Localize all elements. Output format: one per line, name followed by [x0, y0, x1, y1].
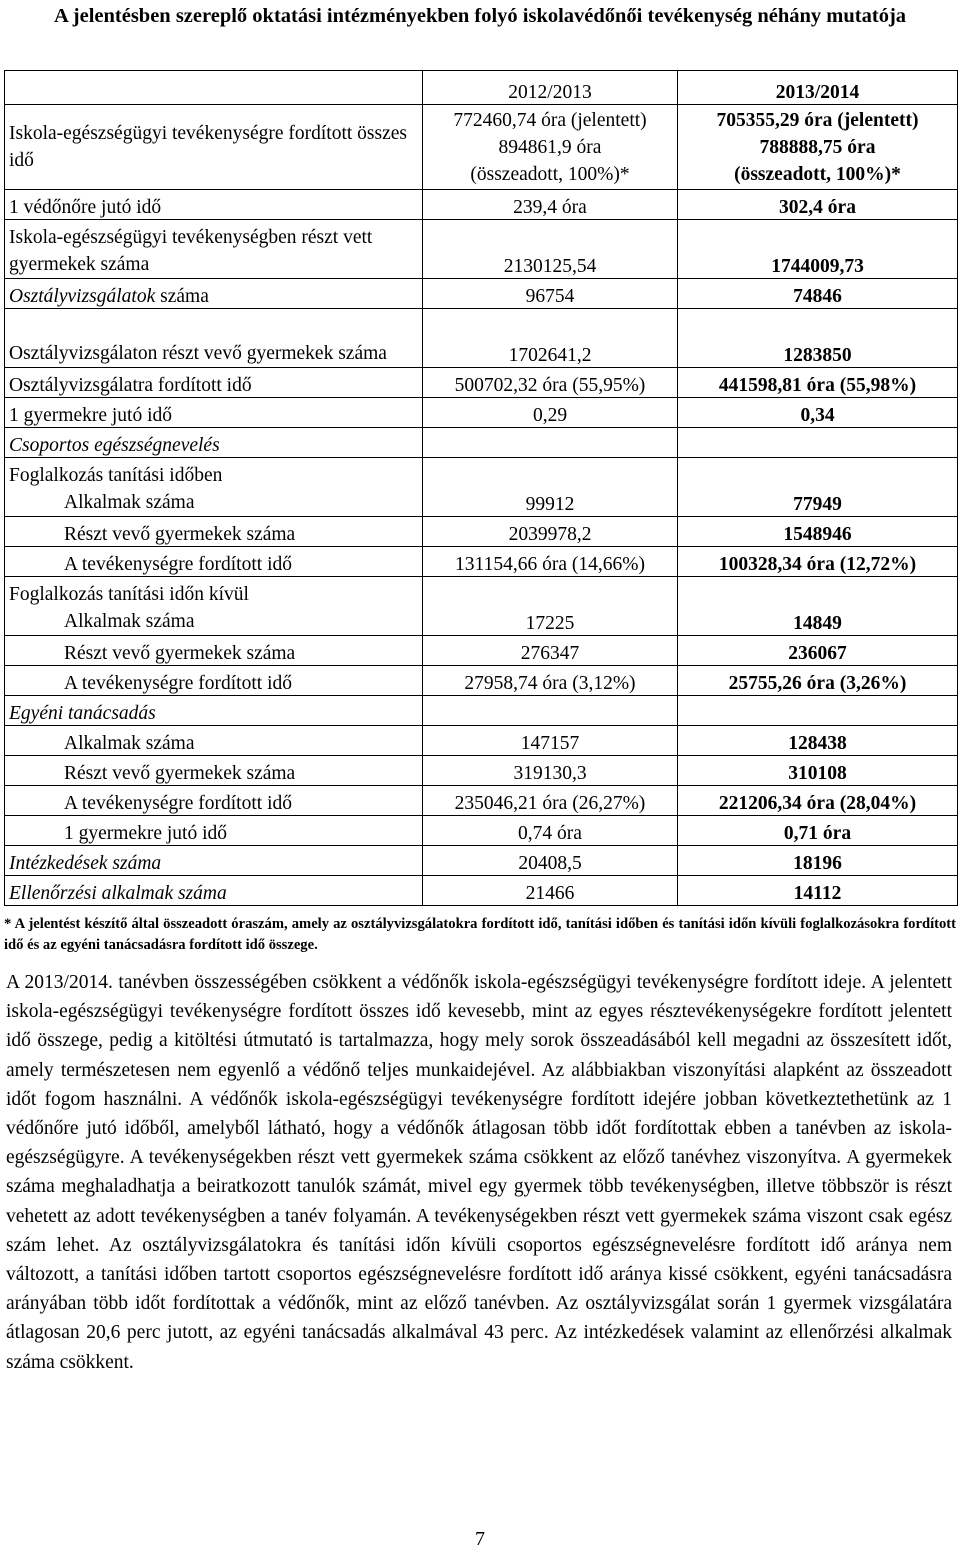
row-label: Intézkedések száma	[5, 846, 423, 876]
header-2012-2013: 2012/2013	[423, 71, 678, 105]
cell-2013: 1548946	[678, 517, 958, 547]
row-label: Alkalmak száma	[5, 726, 423, 756]
cell-2013-line: 705355,29 óra (jelentett)	[716, 109, 919, 131]
cell-2013: 0,34	[678, 398, 958, 428]
table-row	[5, 876, 958, 906]
table-row	[5, 816, 958, 846]
cell-2013: 128438	[678, 726, 958, 756]
row-label	[5, 577, 423, 636]
cell-2013: 25755,26 óra (3,26%)	[678, 666, 958, 696]
table-row	[5, 105, 958, 190]
table-row	[5, 428, 958, 458]
cell-2012: 500702,32 óra (55,95%)	[423, 368, 678, 398]
subsection-label: Foglalkozás tanítási időben	[9, 465, 223, 486]
cell-2012: 235046,21 óra (26,27%)	[423, 786, 678, 816]
cell-2012: 1702641,2	[423, 309, 678, 368]
body-paragraph: A 2013/2014. tanévben összességében csökkent a védőnők iskola-egészségügyi tevékenységre fordított ideje. A jelentett iskola-egészségügyi tevékenységre fordított összes idő kevesebb, mint az egyes résztevékenységekre fordított jelentett idő összege, pedig a kitöltési útmutató is tartalmazza, hogy mely sorok összeadásából kell megadni az összesített időt, amely természetesen nem egyenlő a védőnő teljes munkaidejével. Az alábbiakban viszonyítási alapként az összeadott időt fogom használni. A védőnők iskola-egészségügyi tevékenységre fordított idejére jobban következtethetünk az 1 védőnőre jutó időből, amelyből látható, hogy a védőnők átlagosan több időt fordítottak ebben a tanévben az iskola-egészségügyre. A tevékenységekben részt vett gyermekek száma csökkent az előző tanévhez viszonyítva. A gyermekek száma meghaladhatja a beiratkozott tanulók számát, mivel egy gyermek több tevékenységben, illetve többször is részt vehetett az adott tevékenységben a tanév folyamán. A tevékenységekben részt vett gyermekek száma viszont csak egész szám lehet. Az osztályvizsgálatokra és tanítási időn kívüli csoportos egészségnevelésre fordított idő aránya nem változott, a tanítási időben tartott csoportos egészségnevelésre fordított idő aránya kissé csökkent, egyéni tanácsadásra arányában több időt fordítottak a védőnők, mint az előző tanévben. Az osztályvizsgálat során 1 gyermek vizsgálatára átlagosan 20,6 perc jutott, az egyéni tanácsadás alkalmával 43 perc. Az intézkedések valamint az ellenőrzési alkalmak száma csökkent.	[6, 972, 952, 1373]
cell-2013: 100328,34 óra (12,72%)	[678, 547, 958, 577]
cell-2012-line: 772460,74 óra (jelentett)	[453, 109, 647, 131]
table-row	[5, 696, 958, 726]
cell-2012: 2039978,2	[423, 517, 678, 547]
cell-2012: 147157	[423, 726, 678, 756]
section-label: Egyéni tanácsadás	[5, 696, 423, 726]
table-row	[5, 517, 958, 547]
cell-2012: 96754	[423, 279, 678, 309]
table-row	[5, 547, 958, 577]
indicator-table	[4, 70, 958, 906]
table-row	[5, 666, 958, 696]
cell-2012	[423, 105, 678, 190]
cell-2012	[423, 696, 678, 726]
table-row	[5, 756, 958, 786]
cell-2013-line: (összeadott, 100%)*	[734, 163, 901, 185]
row-label: 1 védőnőre jutó idő	[5, 190, 423, 220]
row-label	[5, 279, 423, 309]
cell-2013: 302,4 óra	[678, 190, 958, 220]
row-label: 1 gyermekre jutó idő	[5, 816, 423, 846]
cell-2013: 0,71 óra	[678, 816, 958, 846]
cell-2013: 310108	[678, 756, 958, 786]
table-row	[5, 279, 958, 309]
row-label: Részt vevő gyermekek száma	[5, 517, 423, 547]
table-row	[5, 309, 958, 368]
cell-2013: 14112	[678, 876, 958, 906]
cell-2012-line: (összeadott, 100%)*	[470, 163, 630, 185]
row-label: Osztályvizsgálaton részt vevő gyermekek száma	[5, 309, 423, 368]
row-label: Ellenőrzési alkalmak száma	[5, 876, 423, 906]
header-cell-empty	[5, 71, 423, 105]
table-row	[5, 398, 958, 428]
row-sublabel: Alkalmak száma	[64, 611, 195, 632]
cell-2012: 2130125,54	[423, 220, 678, 279]
header-2013-2014: 2013/2014	[678, 71, 958, 105]
cell-2013: 1744009,73	[678, 220, 958, 279]
table-footnote: * A jelentést készítő által összeadott óraszám, amely az osztályvizsgálatokra fordított idő, tanítási időben és tanítási időn kívüli foglalkozásokra fordított idő és az egyéni tanácsadásra fordított idő összege.	[4, 916, 956, 953]
cell-2013: 441598,81 óra (55,98%)	[678, 368, 958, 398]
row-label: 1 gyermekre jutó idő	[5, 398, 423, 428]
row-label-rest: száma	[155, 286, 209, 307]
row-label: Iskola-egészségügyi tevékenységben részt vett gyermekek száma	[5, 220, 423, 279]
row-label: Részt vevő gyermekek száma	[5, 756, 423, 786]
cell-2012: 17225	[423, 577, 678, 636]
cell-2012-line: 894861,9 óra	[498, 136, 602, 158]
row-sublabel: Alkalmak száma	[64, 492, 195, 513]
cell-2013: 236067	[678, 636, 958, 666]
cell-2013: 77949	[678, 458, 958, 517]
table-row	[5, 368, 958, 398]
table-row	[5, 786, 958, 816]
cell-2013	[678, 105, 958, 190]
cell-2013: 14849	[678, 577, 958, 636]
cell-2012: 0,29	[423, 398, 678, 428]
subsection-label: Foglalkozás tanítási időn kívül	[9, 584, 249, 605]
cell-2012: 131154,66 óra (14,66%)	[423, 547, 678, 577]
cell-2012: 99912	[423, 458, 678, 517]
cell-2013	[678, 428, 958, 458]
cell-2012: 27958,74 óra (3,12%)	[423, 666, 678, 696]
cell-2013-line: 788888,75 óra	[759, 136, 876, 158]
row-label-italic: Osztályvizsgálatok	[9, 286, 156, 307]
cell-2012	[423, 428, 678, 458]
table-header-row	[5, 71, 958, 105]
page-number: 7	[475, 1528, 485, 1550]
cell-2012: 0,74 óra	[423, 816, 678, 846]
cell-2012: 21466	[423, 876, 678, 906]
row-label: A tevékenységre fordított idő	[5, 547, 423, 577]
table-row	[5, 636, 958, 666]
cell-2013	[678, 696, 958, 726]
row-label: A tevékenységre fordított idő	[5, 786, 423, 816]
row-label: A tevékenységre fordított idő	[5, 666, 423, 696]
cell-2013: 74846	[678, 279, 958, 309]
row-label: Részt vevő gyermekek száma	[5, 636, 423, 666]
row-label: Osztályvizsgálatra fordított idő	[5, 368, 423, 398]
cell-2013: 1283850	[678, 309, 958, 368]
cell-2012: 319130,3	[423, 756, 678, 786]
row-label	[5, 458, 423, 517]
cell-2012: 276347	[423, 636, 678, 666]
table-row	[5, 190, 958, 220]
row-label: Iskola-egészségügyi tevékenységre fordított összes idő	[5, 105, 423, 190]
cell-2013: 221206,34 óra (28,04%)	[678, 786, 958, 816]
table-row	[5, 220, 958, 279]
page-title: A jelentésben szereplő oktatási intézményekben folyó iskolavédőnői tevékenység néhány mutatója	[53, 5, 907, 27]
section-label: Csoportos egészségnevelés	[5, 428, 423, 458]
table-row	[5, 846, 958, 876]
cell-2012: 20408,5	[423, 846, 678, 876]
table-row	[5, 726, 958, 756]
table-row	[5, 458, 958, 517]
table-row	[5, 577, 958, 636]
cell-2012: 239,4 óra	[423, 190, 678, 220]
cell-2013: 18196	[678, 846, 958, 876]
